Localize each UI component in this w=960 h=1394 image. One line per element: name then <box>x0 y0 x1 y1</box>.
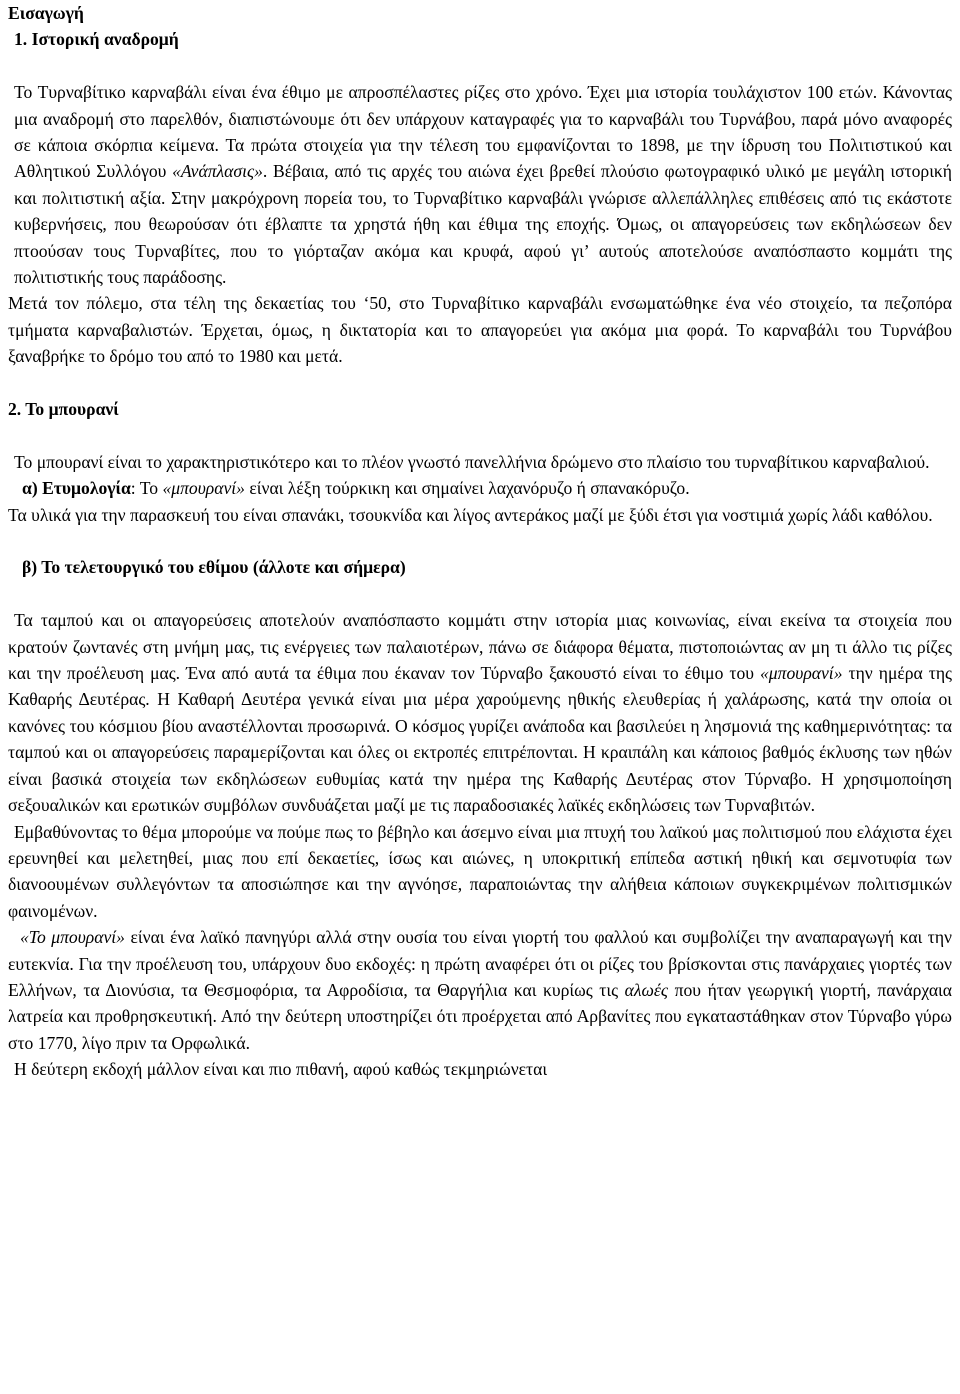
heading-ritual: β) Το τελετουργικό του εθίμου (άλλοτε και σήμερα) <box>22 557 406 578</box>
spacer <box>8 528 952 554</box>
etymology-pre: : Το <box>130 478 163 499</box>
paragraph-etymology <box>8 475 952 501</box>
spacer <box>8 581 952 607</box>
paragraph-ritual-1 <box>8 607 952 818</box>
paragraph-history-1 <box>8 79 952 290</box>
paragraph-ritual-4: Η δεύτερη εκδοχή μάλλον είναι και πιο πιθανή, αφού καθώς τεκμηριώνεται <box>14 1059 548 1080</box>
paragraph-ritual-3-text: είναι ένα λαϊκό πανηγύρι αλλά στην ουσία του είναι γιορτή του φαλλού και συμβολίζει την αναπαραγωγή και την ευτεκνία. Για την προέλευση του, υπάρχουν δυο εκδοχές: η πρώτη αναφέρει ότι οι ρίζες του βρίσκονται στις πανάρχαιες γιορτές των Ελλήνων, τα Διονύσια, τα Θεσμοφόρια, τα Αφροδίσια, τα Θαργήλια και κυρίως τις <box>8 927 952 1000</box>
document-title: Εισαγωγή <box>8 3 84 23</box>
paragraph-bourani-intro: Το μπουρανί είναι το χαρακτηριστικότερο και το πλέον γνωστό πανελλήνια δρώμενο στο πλαίσιο του τυρναβίτικου καρναβαλιού. <box>14 451 930 472</box>
paragraph-history-1-text: Το Τυρναβίτικο καρναβάλι είναι ένα έθιμο με απροσπέλαστες ρίζες στο χρόνο. Έχει μια ιστορία τουλάχιστον 100 ετών. Κάνοντας μια αναδρομή στο παρελθόν, διαπιστώνουμε ότι δεν υπάρχουν καταγραφές για το καρναβάλι του Τυρνάβου, παρά μόνο αναφορές σε κάποια σκόρπια κείμενα. Τα πρώτα στοιχεία για την τέλεση του εμφανίζονται το 1898, με την ίδρυση του Πολιτιστικού και Αθλητικού Συλλόγου <box>14 82 952 182</box>
paragraph-ritual-3-italic: «Το μπουρανί» <box>20 927 125 948</box>
paragraph-history-2: Μετά τον πόλεμο, στα τέλη της δεκαετίας του ‘50, στο Τυρναβίτικο καρναβάλι ενσωματώθηκε ένα νέο στοιχείο, τα πεζοπόρα τμήματα καρναβαλιστών. Έρχεται, όμως, η δικτατορία και το απαγορεύει για ακόμα μια φορά. Το καρναβάλι του Τυρνάβου ξαναβρήκε το δρόμο του από το 1980 και μετά. <box>8 293 952 367</box>
etymology-italic: «μπουρανί» <box>162 478 245 499</box>
etymology-label: α) Ετυμολογία <box>22 478 131 499</box>
paragraph-ritual-2: Εμβαθύνοντας το θέμα μπορούμε να πούμε πως το βέβηλο και άσεμνο είναι μια πτυχή του λαϊκού μας πολιτισμού που ελάχιστα έχει ερευνηθεί και μελετηθεί, μιας που επί δεκαετίες, ίσως και αιώνες, η υποκριτική επίπεδα αστική ηθική και σεμνοτυφία των διανοουμένων συλλεγόντων τα αποσιώπησε και την αγνόησε, παραποιώντας την αλήθεια κάποιων συγκεκριμένων πολιτισμικών φαινομένων. <box>8 821 952 921</box>
paragraph-ritual-1-text: Τα ταμπού και οι απαγορεύσεις αποτελούν αναπόσπαστο κομμάτι στην ιστορία μιας κοινωνίας, είναι εκείνα τα στοιχεία που κρατούν ζωντανές στη μνήμη μας, τις ενέργειες των παλαιοτέρων, πάνω σε διάφορα θέματα, πιστοποιώντας αν μη τι άλλο τις ρίζες και την προέλευση μας. Ένα από αυτά τα έθιμα που έκαναν τον Τύρναβο ξακουστό είναι το έθιμο του <box>8 610 952 684</box>
paragraph-ritual-3 <box>8 924 952 1056</box>
document-page <box>8 0 952 1083</box>
paragraph-ritual-1-italic: «μπουρανί» <box>760 663 843 684</box>
heading-historical-review: 1. Ιστορική αναδρομή <box>14 29 179 50</box>
spacer <box>8 53 952 79</box>
etymology-rest: είναι λέξη τούρκικη και σημαίνει λαχανόρυζο ή σπανακόρυζο. <box>244 478 690 499</box>
spacer <box>8 370 952 396</box>
paragraph-ritual-3-italic2: αλωές <box>624 979 668 1000</box>
paragraph-ritual-1-rest: την ημέρα της Καθαρής Δευτέρας. Η Καθαρή Δευτέρα γενικά είναι μια μέρα χαρούμενης ηθικής ελευθερίας ή χαλάρωσης, κατά την οποία οι κανόνες του κόσμιου βίου αναστέλλονται προσωρινά. Ο κόσμος γυρίζει ανάποδα και βασιλεύει η λησμονιά της καθημερινότητας: τα ταμπού και οι απαγορεύσεις παραμερίζονται και όλες οι εκτροπές επιτρέπονται. Η κραιπάλη και κάποιος βαθμός έκλυσης των ηθών είναι βασικά στοιχεία των εκδηλώσεων ευθυμίας κατά την ημέρα της Καθαρής Δευτέρας στον Τύρναβο. Η χρησιμοποίηση σεξουαλικών και ερωτικών συμβόλων συνδυάζεται μαζί με τις παραδοσιακές λαϊκές εκδηλώσεις των Τυρναβιτών. <box>8 663 952 816</box>
paragraph-history-1-italic: «Ανάπλασις» <box>172 161 263 182</box>
heading-bourani: 2. Το μπουρανί <box>8 399 119 420</box>
paragraph-ingredients: Τα υλικά για την παρασκευή του είναι σπανάκι, τσουκνίδα και λίγος αντεράκος μαζί με ξύδι έτσι για νοστιμιά χωρίς λάδι καθόλου. <box>8 504 933 525</box>
paragraph-ritual-3-rest: που ήταν γεωργική γιορτή, πανάρχαια λατρεία και προθρησκευτική. Από την δεύτερη υποστηρίζει ότι προέρχεται από Αρβανίτες που εγκαταστάθηκαν στον Τύρναβο γύρω στο 1770, λίγο πριν τα Ορφωλικά. <box>8 979 952 1053</box>
paragraph-history-1-rest: . Βέβαια, από τις αρχές του αιώνα έχει βρεθεί πλούσιο φωτογραφικό υλικό με μεγάλη ιστορική και πολιτιστική αξία. Στην μακρόχρονη πορεία του, το Τυρναβίτικο καρναβάλι γνώρισε αλλεπάλληλες επιθέσεις από τις εκάστοτε κυβερνήσεις, που θεωρούσαν ότι έβλαπτε τα χρηστά ήθη και έθιμα της εποχής. Όμως, οι απαγορεύσεις των εκδηλώσεων δεν πτοούσαν τους Τυρναβίτες, που το γιόρταζαν ακόμα και κρυφά, αφού γι’ αυτούς αποτελούσε αναπόσπαστο κομμάτι της πολιτιστικής τους παράδοσης. <box>14 161 952 288</box>
spacer <box>8 422 952 448</box>
